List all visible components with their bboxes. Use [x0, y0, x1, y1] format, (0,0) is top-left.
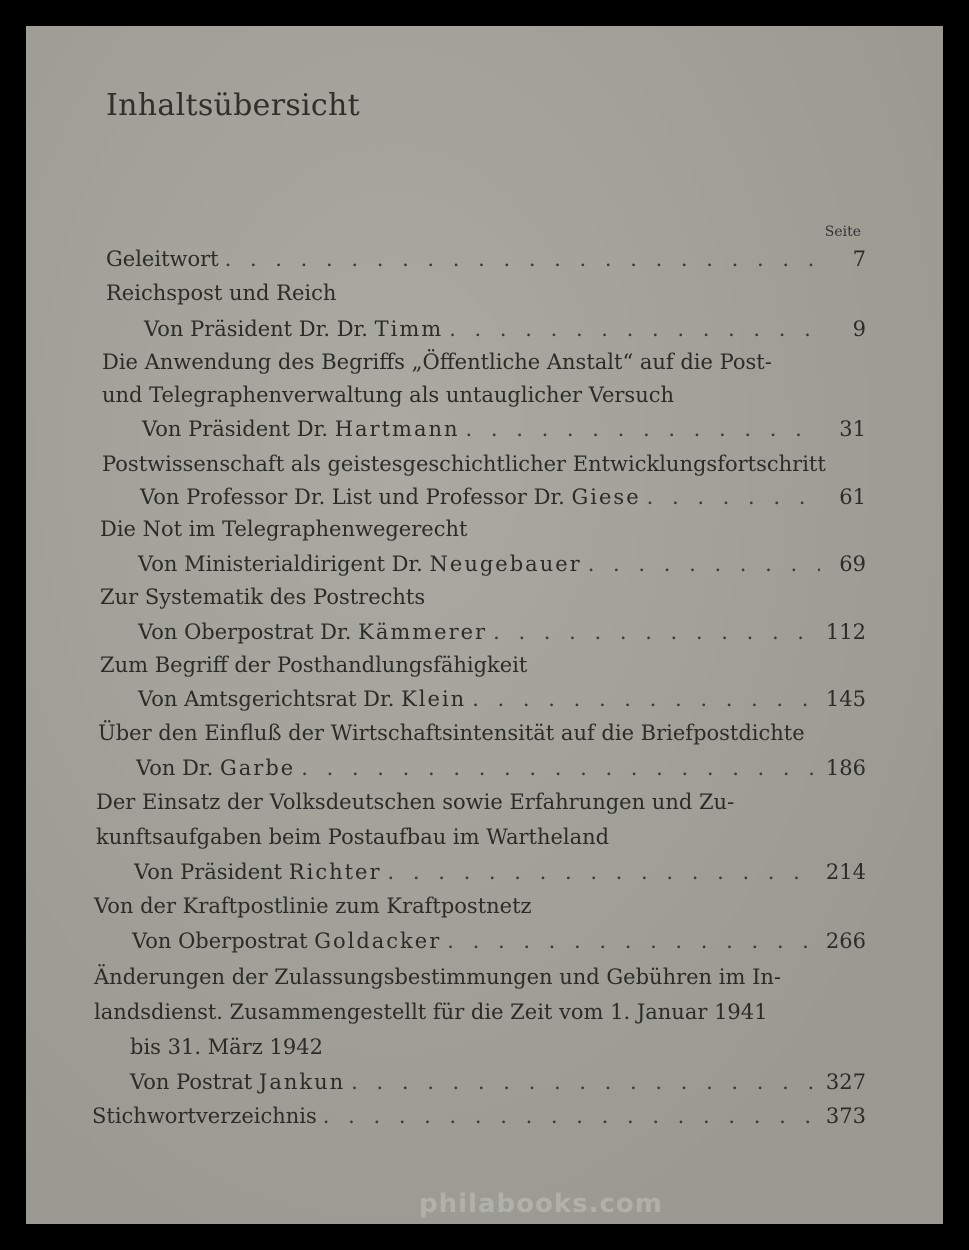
- page-number: 186: [825, 756, 866, 780]
- table-of-contents: [26, 26, 943, 1224]
- author-name: Hartmann: [334, 417, 460, 441]
- toc-entry-author: [132, 928, 866, 954]
- entry-title: Geleitwort: [106, 247, 219, 271]
- entry-title: Die Not im Telegraphenwegerecht: [100, 517, 468, 541]
- book-page: [26, 26, 943, 1224]
- page-column-label: Seite: [824, 224, 861, 240]
- author-name: Kämmerer: [358, 620, 488, 644]
- dot-leader: [388, 859, 820, 885]
- toc-entry-author: [144, 316, 866, 342]
- dot-leader: [447, 928, 820, 954]
- author-name: Giese: [571, 485, 641, 509]
- author-prefix: Von Oberpostrat Dr.: [138, 620, 352, 644]
- page-number: 327: [825, 1070, 866, 1094]
- toc-entry-author: [142, 416, 866, 442]
- author-name: Jankun: [258, 1070, 346, 1094]
- dot-leader: [472, 686, 820, 712]
- author-prefix: Von Postrat: [130, 1070, 253, 1094]
- author-prefix: Von Ministerialdirigent Dr.: [138, 552, 423, 576]
- entry-title: Über den Einfluß der Wirtschaftsintensität auf die Briefpostdichte: [98, 721, 805, 745]
- toc-entry-author: [140, 484, 866, 510]
- dot-leader: [588, 551, 820, 577]
- page-number: 61: [839, 485, 866, 509]
- entry-title: Zur Systematik des Postrechts: [100, 585, 426, 609]
- toc-entry-author: [138, 551, 866, 577]
- page-number: 373: [825, 1104, 866, 1128]
- author-prefix: Von Dr.: [136, 756, 214, 780]
- toc-entry-author: [138, 619, 866, 645]
- entry-title-line-3: bis 31. März 1942: [130, 1035, 323, 1059]
- author-prefix: Von Präsident Dr.: [142, 417, 329, 441]
- author-name: Timm: [374, 317, 444, 341]
- entry-title-line-2: kunftsaufgaben beim Postaufbau im Wartheland: [96, 825, 610, 849]
- author-prefix: Von Amtsgerichtsrat Dr.: [138, 687, 395, 711]
- author-name: Klein: [401, 687, 467, 711]
- entry-title: Von der Kraftpostlinie zum Kraftpostnetz: [94, 894, 532, 918]
- dot-leader: [351, 1069, 820, 1095]
- dot-leader: [323, 1103, 820, 1129]
- page-number: 69: [839, 552, 866, 576]
- page-number: 7: [852, 247, 866, 271]
- entry-title-line-1: Die Anwendung des Begriffs „Öffentliche Anstalt“ auf die Post-: [102, 350, 772, 374]
- dot-leader: [493, 619, 820, 645]
- entry-title: Reichspost und Reich: [106, 281, 337, 305]
- page-number: 9: [852, 317, 866, 341]
- entry-title: Postwissenschaft als geistesgeschichtlicher Entwicklungsfortschritt: [102, 452, 826, 476]
- toc-entry-author: [136, 755, 866, 781]
- watermark: philabooks.com: [419, 1189, 663, 1219]
- page-title: Inhaltsübersicht: [106, 88, 361, 123]
- toc-entry-stichwortverzeichnis: [92, 1103, 866, 1129]
- author-name: Neugebauer: [429, 552, 582, 576]
- dot-leader: [647, 484, 820, 510]
- author-prefix: Von Präsident: [134, 860, 283, 884]
- entry-title-line-1: Änderungen der Zulassungsbestimmungen und Gebühren im In-: [94, 965, 781, 989]
- toc-entry-geleitwort: [106, 246, 866, 272]
- page-number: 31: [839, 417, 866, 441]
- toc-entry-author: [130, 1069, 866, 1095]
- page-number: 214: [825, 860, 866, 884]
- author-name: Goldacker: [314, 929, 442, 953]
- page-number: 266: [825, 929, 866, 953]
- page-number: 145: [825, 687, 866, 711]
- dot-leader: [301, 755, 820, 781]
- entry-title: Zum Begriff der Posthandlungsfähigkeit: [100, 653, 528, 677]
- entry-title-line-2: und Telegraphenverwaltung als untauglicher Versuch: [102, 383, 675, 407]
- dot-leader: [449, 316, 820, 342]
- author-name: Richter: [288, 860, 382, 884]
- author-prefix: Von Professor Dr. List und Professor Dr.: [140, 485, 565, 509]
- entry-title-line-1: Der Einsatz der Volksdeutschen sowie Erfahrungen und Zu-: [96, 790, 735, 814]
- page-number: 112: [825, 620, 866, 644]
- entry-title-line-2: landsdienst. Zusammengestellt für die Zeit vom 1. Januar 1941: [94, 1000, 768, 1024]
- dot-leader: [225, 246, 820, 272]
- author-prefix: Von Oberpostrat: [132, 929, 308, 953]
- toc-entry-author: [134, 859, 866, 885]
- toc-entry-author: [138, 686, 866, 712]
- entry-title: Stichwortverzeichnis: [92, 1104, 317, 1128]
- author-name: Garbe: [220, 756, 296, 780]
- dot-leader: [466, 416, 820, 442]
- author-prefix: Von Präsident Dr. Dr.: [144, 317, 368, 341]
